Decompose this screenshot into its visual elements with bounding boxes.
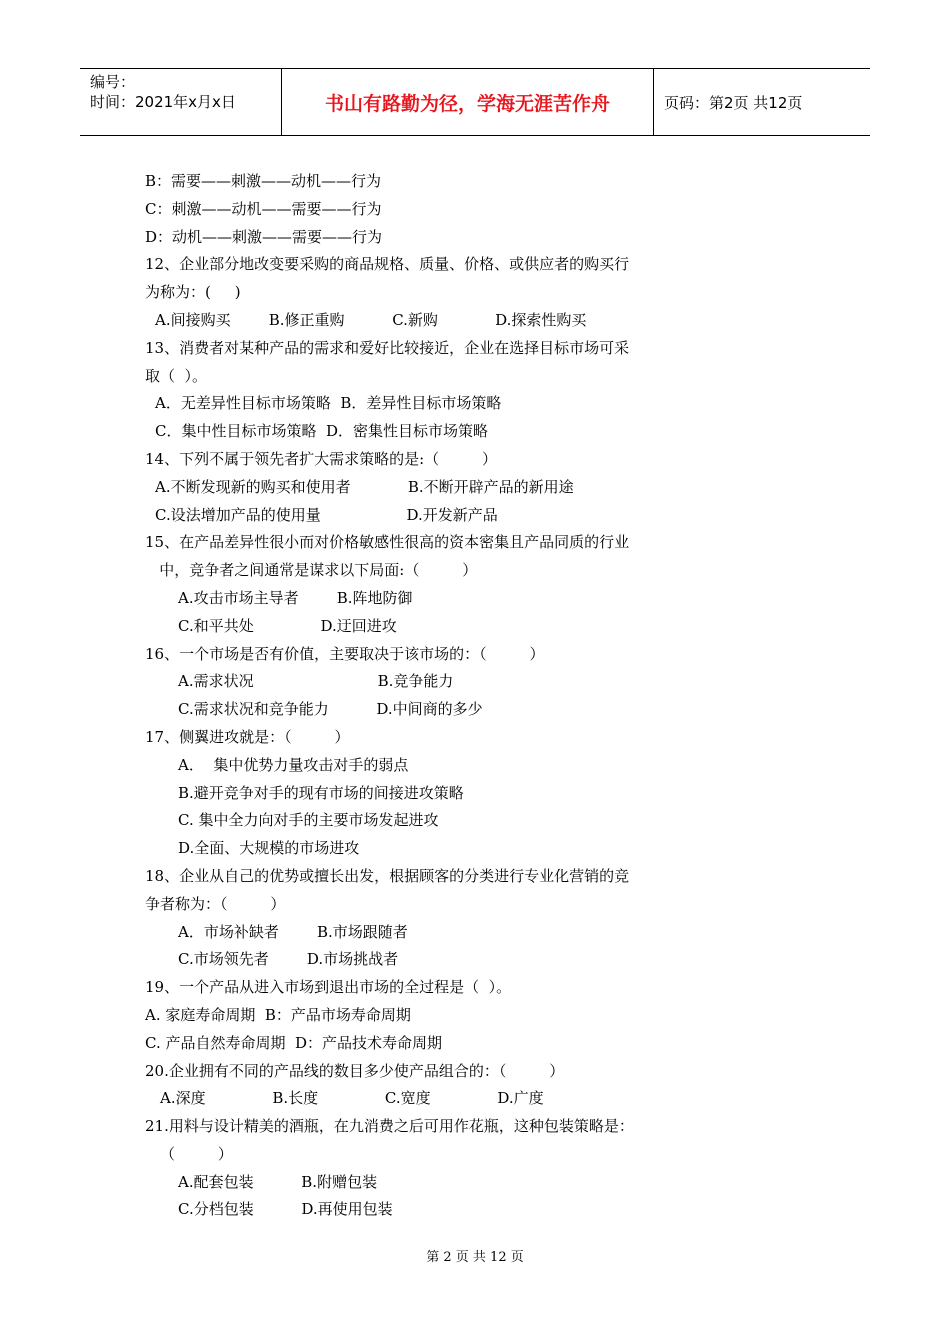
text-line: A．无差异性目标市场策略 B．差异性目标市场策略 <box>155 394 502 413</box>
text-line: A.深度 B.长度 C.宽度 D.广度 <box>160 1089 544 1108</box>
text-line: D.全面、大规模的市场进攻 <box>178 839 360 858</box>
text-line: 21.用料与设计精美的酒瓶，在九消费之后可用作花瓶，这种包装策略是： <box>145 1117 634 1136</box>
text-line: A.配套包装 B.附赠包装 <box>178 1172 378 1191</box>
text-line: C. 集中全力向对手的主要市场发起进攻 <box>178 811 439 830</box>
text-line: C：刺激——动机——需要——行为 <box>145 199 382 218</box>
text-line: A.攻击市场主导者 B.阵地防御 <box>178 588 413 607</box>
text-line: 取（ ）。 <box>145 366 208 385</box>
header-meta <box>80 69 282 135</box>
header-number-label: 编号： <box>90 73 136 91</box>
page-header <box>80 68 870 136</box>
text-line: 16、一个市场是否有价值，主要取决于该市场的：（ ） <box>145 644 545 663</box>
header-page-code: 页码：第2页 共12页 <box>664 93 803 112</box>
text-line: 14、下列不属于领先者扩大需求策略的是:（ ） <box>145 449 498 468</box>
text-line: C．集中性目标市场策略 D．密集性目标市场策略 <box>155 422 489 441</box>
text-line: 18、企业从自己的优势或擅长出发，根据顾客的分类进行专业化营销的竞 <box>145 866 630 885</box>
text-line: B.避开竞争对手的现有市场的间接进攻策略 <box>178 783 464 802</box>
text-line: 20.企业拥有不同的产品线的数目多少使产品组合的：（ ） <box>145 1061 565 1080</box>
text-line: C.市场领先者 D.市场挑战者 <box>178 950 399 969</box>
text-line: D：动机——刺激——需要——行为 <box>145 227 383 246</box>
text-line: 争者称为：（ ） <box>145 894 286 913</box>
text-line: A.间接购买 B.修正重购 C.新购 D.探索性购买 <box>155 310 587 329</box>
header-motto: 书山有路勤为径，学海无涯苦作舟 <box>282 69 654 135</box>
text-line: 中，竞争者之间通常是谋求以下局面:（ ） <box>145 561 478 580</box>
text-line: C.需求状况和竞争能力 D.中间商的多少 <box>178 700 483 719</box>
text-line: A.不断发现新的购买和使用者 B.不断开辟产品的新用途 <box>155 477 574 496</box>
text-line: C.分档包装 D.再使用包装 <box>178 1200 393 1219</box>
text-line: 12、企业部分地改变要采购的商品规格、质量、价格、或供应者的购买行 <box>145 255 630 274</box>
text-line: A. 家庭寿命周期 B：产品市场寿命周期 <box>145 1005 411 1024</box>
text-line: 为称为：( ) <box>145 283 241 302</box>
document-body <box>145 168 705 1224</box>
text-line: （ ） <box>160 1144 233 1163</box>
text-line: A.需求状况 B.竞争能力 <box>178 672 454 691</box>
text-line: 19、一个产品从进入市场到退出市场的全过程是（ ）。 <box>145 978 512 997</box>
text-line: B：需要——刺激——动机——行为 <box>145 172 382 190</box>
text-line: C. 产品自然寿命周期 D：产品技术寿命周期 <box>145 1033 443 1052</box>
text-line: C.和平共处 D.迂回进攻 <box>178 616 397 635</box>
text-line: 15、在产品差异性很小而对价格敏感性很高的资本密集且产品同质的行业 <box>145 533 630 552</box>
text-line: C.设法增加产品的使用量 D.开发新产品 <box>155 505 498 524</box>
text-line: 13、消费者对某种产品的需求和爱好比较接近，企业在选择目标市场可采 <box>145 338 630 357</box>
text-line: A． 集中优势力量攻击对手的弱点 <box>178 755 409 774</box>
header-time-label: 时间：2021年x月x日 <box>90 93 236 111</box>
text-line: A．市场补缺者 B.市场跟随者 <box>178 922 408 941</box>
page-footer: 第 2 页 共 12 页 <box>426 1250 524 1265</box>
text-line: 17、侧翼进攻就是：（ ） <box>145 727 350 746</box>
